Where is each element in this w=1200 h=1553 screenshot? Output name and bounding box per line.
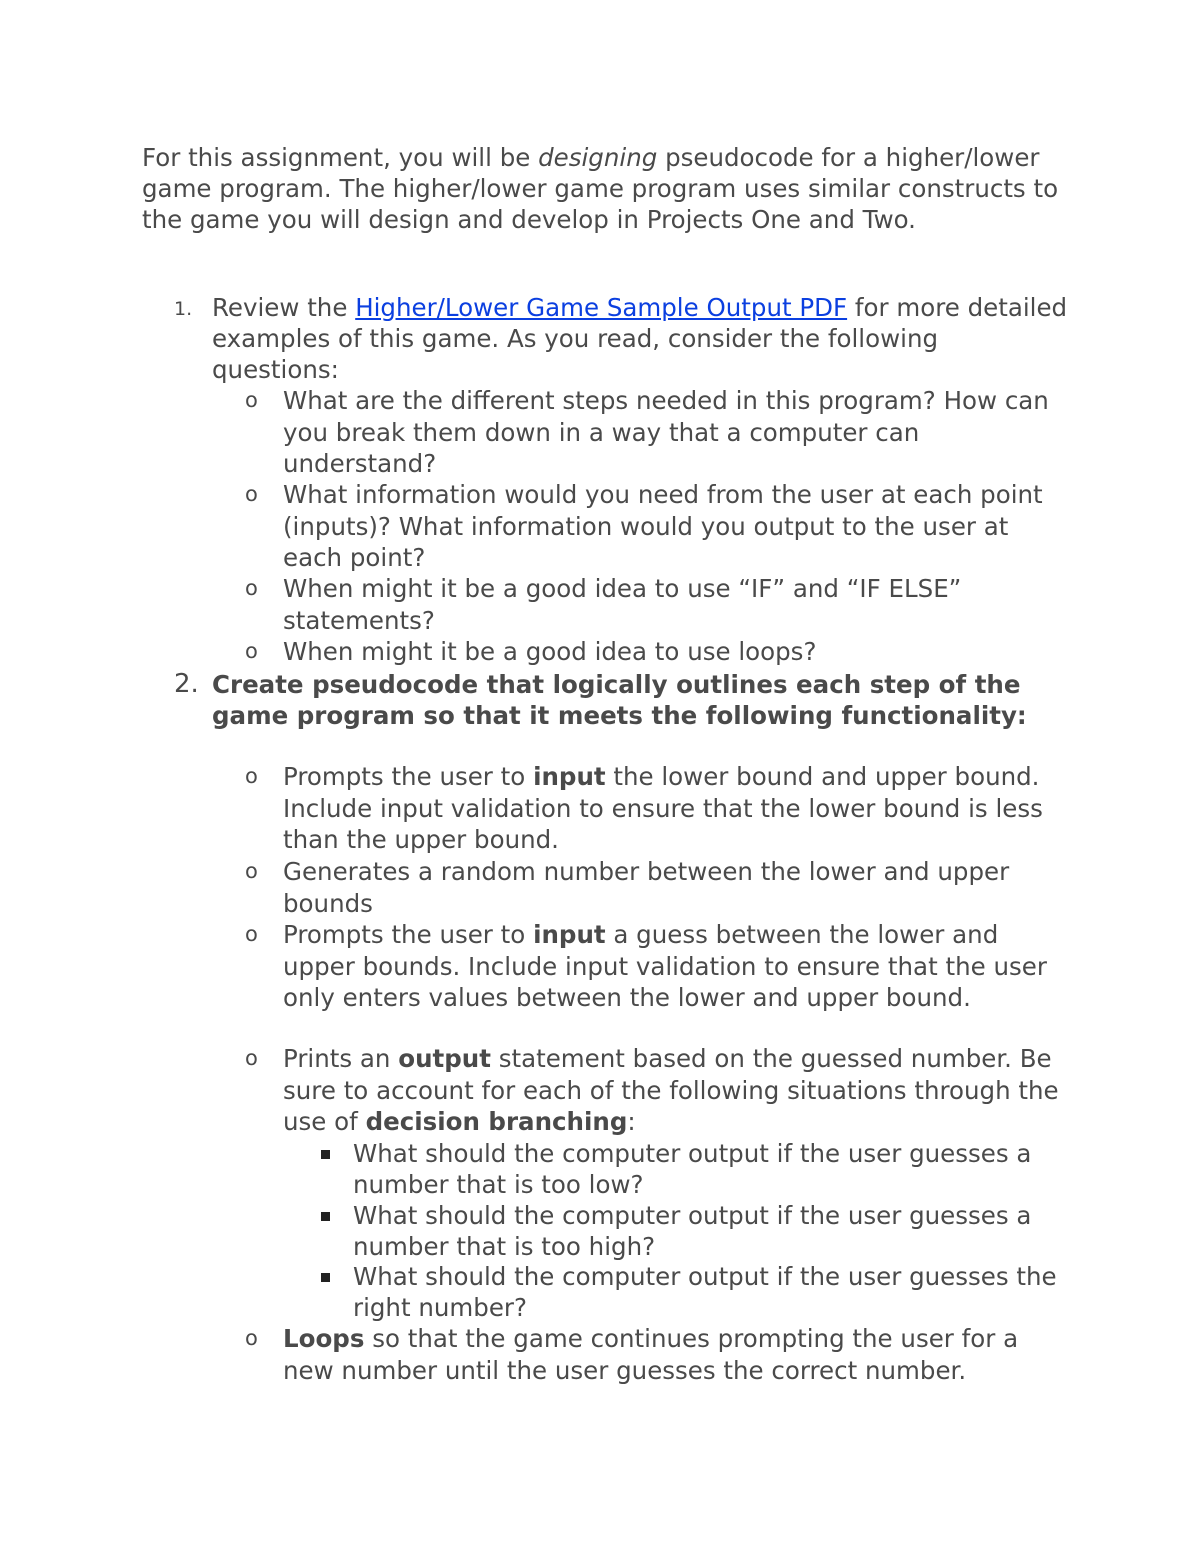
question-text: When might it be a good idea to use “IF” and “IF ELSE” statements? [283, 574, 962, 635]
intro-italic: designing [538, 143, 658, 172]
req-bold: output [398, 1044, 491, 1073]
bullet-o: o [245, 388, 258, 412]
question-item [245, 573, 1073, 636]
bullet-o: o [245, 764, 258, 788]
req-text: : [627, 1107, 636, 1136]
req-bold: decision branching [365, 1107, 628, 1136]
req-text: statement based on the guessed number. Be sure to account for each of the following situations through the use of [283, 1044, 1059, 1136]
req-text: Prompts the user to [283, 920, 534, 949]
step-2 [142, 669, 1072, 731]
requirement-item [245, 1323, 1073, 1386]
step-2-text: Create pseudocode that logically outlines each step of the game program so that it meets the following functionality: [212, 670, 1027, 730]
step-1-pre: Review the [212, 293, 356, 322]
bullet-o: o [245, 922, 258, 946]
situation-text: What should the computer output if the user guesses a number that is too low? [353, 1139, 1032, 1199]
req-text: a guess between the lower and upper bounds. Include input validation to ensure that the user only enters values between the lower and upper bound. [283, 920, 1047, 1012]
requirement-item [245, 761, 1073, 856]
step-1-number: 1. [174, 298, 193, 320]
req-text: the lower bound and upper bound. Include input validation to ensure that the lower bound is less than the upper bound. [283, 762, 1043, 854]
req-text: Prompts the user to [283, 762, 534, 791]
requirement-item [245, 1043, 1073, 1138]
square-bullet-icon [321, 1212, 330, 1221]
step-1-post: for more detailed examples of this game. As you read, consider the following questions: [212, 293, 1068, 384]
situation-text: What should the computer output if the user guesses a number that is too high? [353, 1201, 1032, 1261]
req-text: Generates a random number between the lower and upper bounds [283, 857, 1010, 918]
intro-text-1: For this assignment, you will be [142, 143, 539, 172]
step-2-number: 2. [174, 669, 199, 699]
question-item [245, 385, 1073, 480]
situation-item [353, 1138, 1073, 1200]
bullet-o: o [245, 482, 258, 506]
question-text: What information would you need from the user at each point (inputs)? What information would you output to the user at each point? [283, 480, 1043, 572]
req-text: Prints an [283, 1044, 399, 1073]
req-bold: input [533, 762, 606, 791]
req-bold: input [533, 920, 606, 949]
req-text: so that the game continues prompting the user for a new number until the user guesses the correct number. [283, 1324, 1019, 1385]
square-bullet-icon [321, 1273, 330, 1282]
intro-text-2: pseudocode for a higher/lower game program. The higher/lower game program uses similar constructs to the game you will design and develop in Projects One and Two. [142, 143, 1059, 234]
step-1 [142, 292, 1072, 385]
question-item [245, 636, 1073, 668]
req-bold: Loops [283, 1324, 365, 1353]
bullet-o: o [245, 576, 258, 600]
question-text: What are the different steps needed in this program? How can you break them down in a way that a computer can understand? [283, 386, 1049, 478]
requirement-item [245, 919, 1073, 1014]
question-text: When might it be a good idea to use loops? [283, 637, 817, 666]
bullet-o: o [245, 639, 258, 663]
situation-item [353, 1200, 1073, 1262]
square-bullet-icon [321, 1150, 330, 1159]
bullet-o: o [245, 859, 258, 883]
step-1-text [212, 292, 1072, 385]
question-item [245, 479, 1073, 574]
situation-item [353, 1261, 1073, 1323]
sample-output-pdf-link[interactable]: Higher/Lower Game Sample Output PDF [355, 293, 848, 322]
intro-paragraph [142, 142, 1072, 235]
bullet-o: o [245, 1046, 258, 1070]
situation-text: What should the computer output if the user guesses the right number? [353, 1262, 1057, 1322]
requirement-item [245, 856, 1073, 919]
bullet-o: o [245, 1326, 258, 1350]
